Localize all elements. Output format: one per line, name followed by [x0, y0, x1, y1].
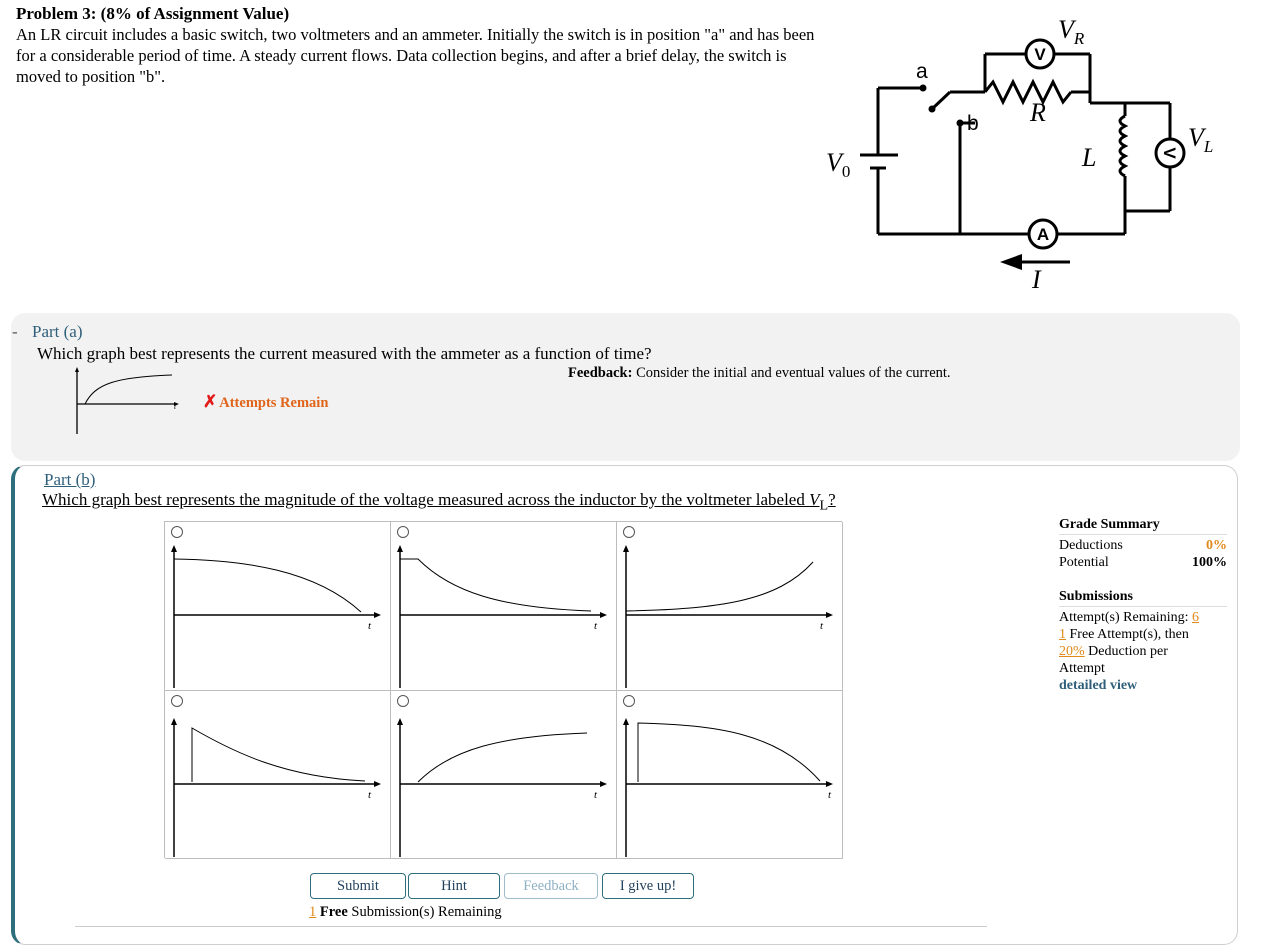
svg-text:I: I: [1032, 265, 1041, 294]
graph-spike-exp-decay-icon: [165, 691, 390, 859]
attempts-remain-status: ✗ Attempts Remain: [203, 392, 329, 411]
part-a-feedback: Feedback: Consider the initial and eventual values of the current.: [568, 365, 951, 381]
collapse-toggle[interactable]: -: [12, 322, 18, 341]
free-attempts: 1 Free Attempt(s), then: [1059, 627, 1189, 642]
attempts-remaining: Attempt(s) Remaining: 6: [1059, 610, 1199, 625]
deductions-row: Deductions 0%: [1059, 538, 1227, 553]
option-graph-4[interactable]: [165, 691, 391, 859]
svg-text:t: t: [828, 789, 832, 801]
graph-step-exp-decay-icon: [391, 522, 616, 690]
part-a-question: Which graph best represents the current measured with the ammeter as a function of time?: [37, 344, 652, 363]
svg-text:R: R: [1030, 98, 1046, 127]
svg-text:VR: $V_R$: [1058, 15, 1085, 48]
svg-text:b: b: [967, 112, 979, 135]
submit-button[interactable]: Submit: [310, 873, 406, 899]
option-graph-3[interactable]: [617, 522, 843, 691]
svg-text:A: A: [1036, 225, 1050, 244]
divider: [75, 926, 987, 927]
svg-text:t: t: [368, 620, 372, 632]
option-graph-2[interactable]: [391, 522, 617, 691]
svg-text:t: t: [174, 402, 177, 411]
part-b-title[interactable]: Part (b): [44, 470, 96, 489]
grade-summary-title: Grade Summary: [1059, 517, 1160, 532]
potential-row: Potential 100%: [1059, 555, 1227, 570]
part-b-question: Which graph best represents the magnitude of the voltage measured across the inductor by the voltmeter labeled $V_L$?: [42, 490, 836, 514]
svg-text:V: V: [1034, 45, 1046, 64]
svg-text:V: V: [1160, 147, 1179, 159]
deduction-per-attempt: 20% Deduction per: [1059, 644, 1168, 659]
x-mark-icon: ✗: [203, 392, 218, 411]
problem-text: An LR circuit includes a basic switch, two voltmeters and an ammeter. Initially the switch is in position "a" and has been for a considerable period of time. A steady current flows. Data collection begins, and after a brief delay, the switch is moved to position "b".: [16, 25, 815, 86]
graph-step-concave-decay-icon: [617, 691, 842, 859]
svg-text:t: t: [594, 789, 598, 801]
feedback-button[interactable]: Feedback: [504, 873, 598, 899]
svg-text:t: t: [368, 789, 372, 801]
svg-text:t: t: [820, 620, 824, 632]
part-a-selected-graph: [70, 364, 190, 439]
part-a-panel: [11, 313, 1240, 461]
answer-options-grid: [164, 521, 842, 858]
graph-saturating-growth-icon: [391, 691, 616, 859]
svg-text:V0: $V_0$: [826, 148, 851, 181]
graph-exp-growth-icon: [617, 522, 842, 690]
lr-circuit-diagram: [810, 8, 1230, 298]
option-graph-5[interactable]: [391, 691, 617, 859]
submissions-title: Submissions: [1059, 589, 1133, 604]
hint-button[interactable]: Hint: [408, 873, 500, 899]
svg-text:VL: $V_L$: [1188, 123, 1214, 156]
give-up-button[interactable]: I give up!: [602, 873, 694, 899]
svg-text:t: t: [594, 620, 598, 632]
detailed-view-link[interactable]: detailed view: [1059, 678, 1138, 693]
option-graph-6[interactable]: [617, 691, 843, 859]
svg-text:a: a: [916, 60, 928, 83]
option-graph-1[interactable]: [165, 522, 391, 691]
free-submissions-remaining: 1 Free Submission(s) Remaining: [309, 904, 502, 920]
svg-text:L: L: [1082, 143, 1097, 172]
graph-concave-decay-icon: [165, 522, 390, 690]
problem-title: Problem 3: (8% of Assignment Value): [16, 4, 290, 23]
part-a-title[interactable]: Part (a): [32, 322, 83, 341]
grade-summary-panel: Grade Summary Deductions 0% Potential 100% Submissions Attempt(s) Remaining: 6 1 Free Attempt(s), then 20% Deduction per Attempt detailed view: [1059, 517, 1227, 693]
